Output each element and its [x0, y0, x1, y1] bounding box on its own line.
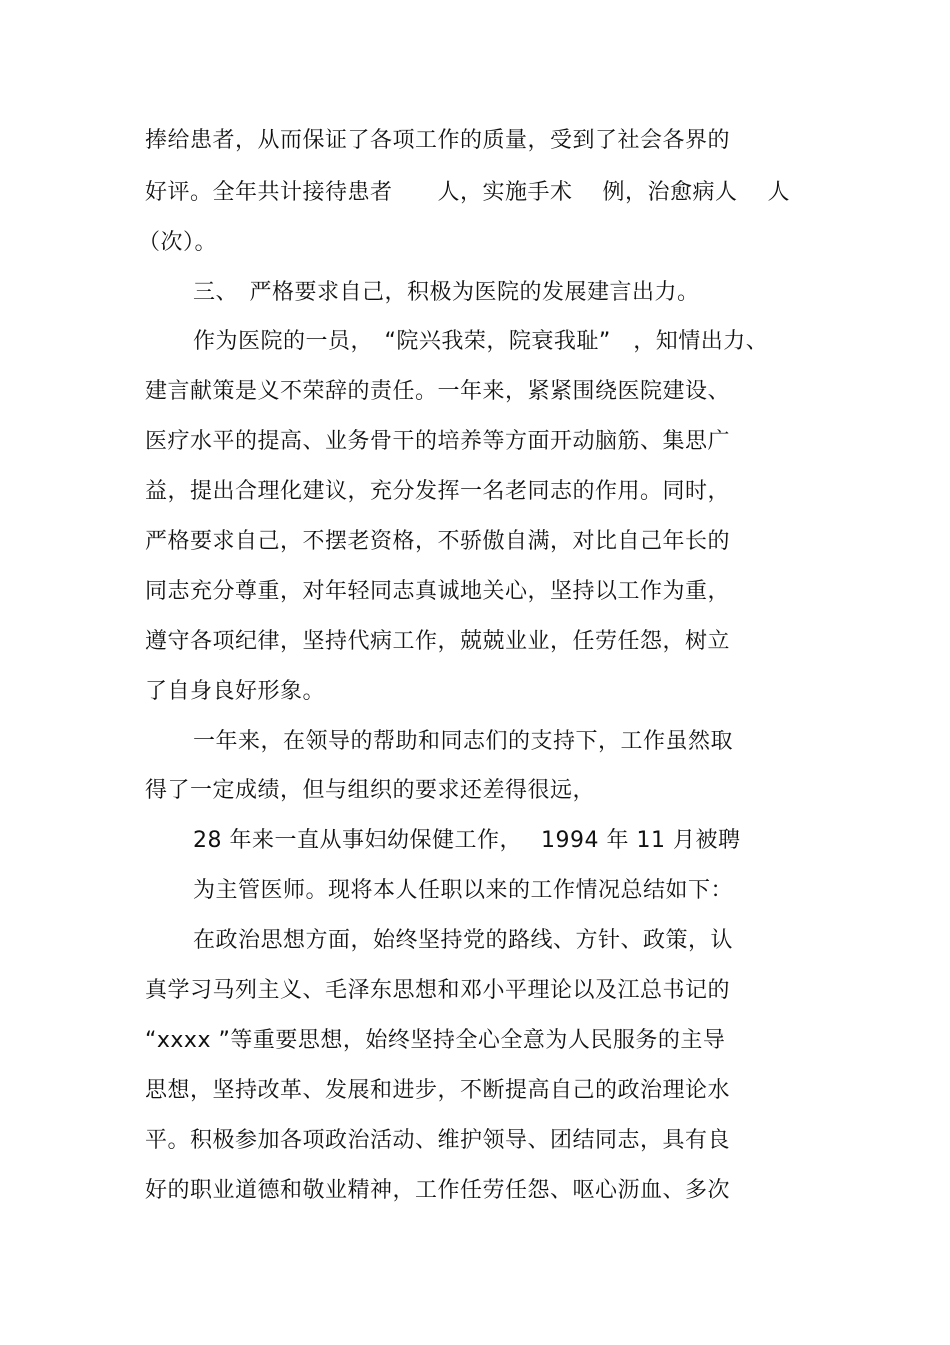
- text-line: 为主管医师。现将本人任职以来的工作情况总结如下：: [193, 878, 734, 903]
- section-heading: 三、 严格要求自己，积极为医院的发展建言出力。: [193, 280, 700, 305]
- text-line: 建言献策是义不荣辞的责任。一年来，紧紧围绕医院建设、: [145, 379, 731, 404]
- text-line: 捧给患者，从而保证了各项工作的质量，受到了社会各界的: [145, 128, 731, 153]
- text-line: “xxxx ”等重要思想，始终坚持全心全意为人民服务的主导: [145, 1028, 726, 1053]
- text-line: 28 年来一直从事妇幼保健工作， 1994 年 11 月被聘: [193, 828, 741, 853]
- text-line: 好的职业道德和敬业精神，工作任劳任怨、呕心沥血、多次: [145, 1178, 731, 1203]
- text-line: 同志充分尊重，对年轻同志真诚地关心，坚持以工作为重，: [145, 579, 731, 604]
- text-line: 遵守各项纪律，坚持代病工作，兢兢业业，任劳任怨，树立: [145, 629, 731, 654]
- text-line: 思想，坚持改革、发展和进步，不断提高自己的政治理论水: [145, 1078, 731, 1103]
- text-line: 益，提出合理化建议，充分发挥一名老同志的作用。同时，: [145, 479, 731, 504]
- text-line: 一年来，在领导的帮助和同志们的支持下，工作虽然取: [193, 729, 734, 754]
- text-line: 得了一定成绩，但与组织的要求还差得很远，: [145, 778, 596, 803]
- text-line: 好评。全年共计接待患者 人，实施手术 例，治愈病人 人: [145, 180, 790, 205]
- text-line: 严格要求自己，不摆老资格，不骄傲自满，对比自己年长的: [145, 529, 731, 554]
- text-line: 真学习马列主义、毛泽东思想和邓小平理论以及江总书记的: [145, 978, 731, 1003]
- text-line: 平。积极参加各项政治活动、维护领导、团结同志，具有良: [145, 1128, 731, 1153]
- text-line: 在政治思想方面，始终坚持党的路线、方针、政策，认: [193, 928, 734, 953]
- text-line: 作为医院的一员， “院兴我荣，院衰我耻” ，知情出力、: [193, 329, 769, 354]
- text-line: （次）。: [138, 230, 218, 255]
- text-line: 了自身良好形象。: [145, 679, 326, 704]
- text-line: 医疗水平的提高、业务骨干的培养等方面开动脑筋、集思广: [145, 429, 731, 454]
